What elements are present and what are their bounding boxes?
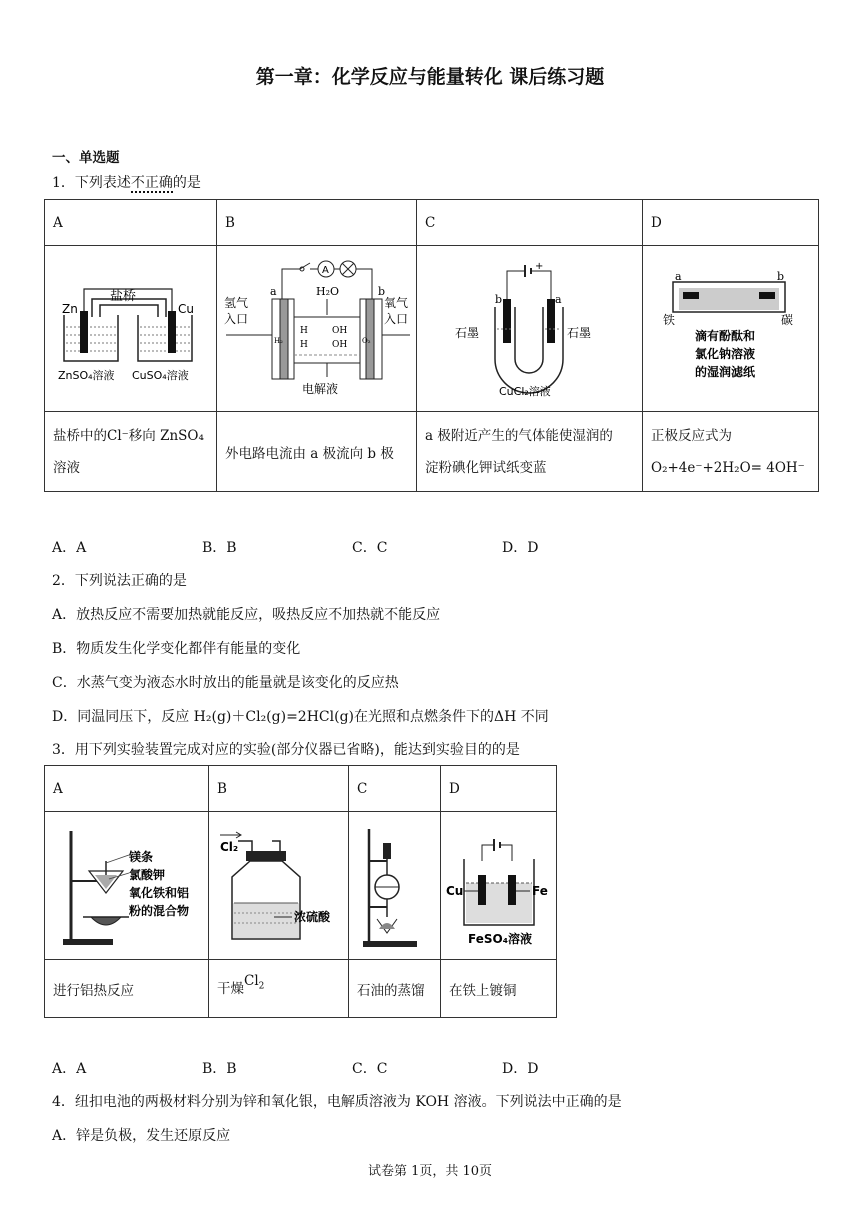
q1-header-d: D [643,200,819,246]
q3-option-a[interactable]: A．A [52,1061,87,1077]
page-footer: 试卷第 1页，共 10页 [367,1164,493,1179]
electrode-a-label: a [269,284,277,298]
section-heading: 一、单选题 [52,150,120,166]
h2-label: H₂ [273,336,283,345]
q1-statement-a [45,412,217,492]
q1-statement-b: 外电路电流由 a 极流向 b 极 [217,412,417,492]
cucl2-label: CuCl₂溶液 [498,384,551,398]
paper-desc-3: 的湿润滤纸 [694,364,755,379]
q3-statement-a: 进行铝热反应 [45,960,209,1018]
graphite-right-label: 石墨 [566,325,591,340]
zn-label: Zn [61,301,78,316]
q3-diagram-d-cell [441,812,557,960]
q1-table [44,199,819,492]
electrode-b-label: b [776,269,784,283]
q2-stem: 2．下列说法正确的是 [52,573,187,589]
electrode-b-label: b [377,284,385,298]
h2o-label: H₂O [315,284,339,298]
q1-header-a: A [45,200,217,246]
q1-diagram-d-cell [643,246,819,412]
q1-diagram-c-cell [417,246,643,412]
fe-electrode-label: Fe [531,883,548,898]
q3-option-d[interactable]: D．D [502,1061,539,1077]
q1-stem-emphasis: 不正确 [130,175,173,191]
q2-option-b[interactable]: B．物质发生化学变化都伴有能量的变化 [52,641,301,657]
electroplating-cell-diagram [446,821,552,951]
q3-diagram-a-cell [45,812,209,960]
page-title: 第一章：化学反应与能量转化 课后练习题 [255,66,605,88]
q3-header-d: D [441,766,557,812]
electrolysis-u-tube-diagram [455,259,605,399]
salt-bridge-label: 盐桥 [109,288,136,304]
ammeter-label: A [321,264,329,276]
fuel-cell-diagram [222,259,412,399]
q3-statement-c: 石油的蒸馏 [349,960,441,1018]
paper-desc-2: 氯化钠溶液 [694,346,755,361]
q1-header-c: C [417,200,643,246]
magnesium-label: 镁条 [128,849,153,864]
q4-stem: 4．纽扣电池的两极材料分别为锌和氧化银，电解质溶液为 KOH 溶液。下列说法中正确的是 [52,1094,622,1110]
q1-statement-c-line1: a 极附近产生的气体能使湿润的 [425,427,613,444]
q1-header-row [45,200,819,246]
cuso4-label: CuSO₄溶液 [131,368,189,382]
q1-statement-d [643,412,819,492]
electrode-b-label: b [494,292,502,306]
q2-option-c[interactable]: C．水蒸气变为液态水时放出的能量就是该变化的反应热 [52,675,399,691]
iron-label: 铁 [662,312,675,327]
mixture-label-2: 粉的混合物 [128,903,189,918]
electrolyte-label: 电解液 [301,381,338,396]
q1-stem [52,172,201,192]
h-ion-label-2: H [299,339,308,350]
q1-diagram-a-cell [45,246,217,412]
mixture-label-1: 氧化铁和铝 [128,885,189,900]
oh-ion-label-1: OH [331,325,347,336]
q3-diagram-row [45,812,557,960]
q1-option-a[interactable]: A．A [52,540,87,556]
q1-option-c[interactable]: C．C [352,540,388,556]
q3-diagram-c-cell [349,812,441,960]
cl2-formula-subscript: 2 [258,981,265,992]
q3-header-b: B [209,766,349,812]
q1-option-d[interactable]: D．D [502,540,539,556]
q1-statement-a-line2: 溶液 [53,459,80,476]
q3-options [52,1058,652,1078]
q3-statement-row [45,960,557,1018]
electrode-a-label: a [554,292,562,306]
cu-label: Cu [177,301,194,316]
q3-statement-d: 在铁上镀铜 [441,960,557,1018]
feso4-label: FeSO₄溶液 [467,931,532,946]
q3-table [44,765,557,1018]
kclo3-label: 氯酸钾 [128,867,165,882]
o2-inlet-label-2: 入口 [383,311,408,326]
filter-paper-diagram [661,264,801,394]
graphite-left-label: 石墨 [454,325,479,340]
paper-desc-1: 滴有酚酞和 [694,328,755,343]
q1-statement-row [45,412,819,492]
cl2-formula [244,973,265,992]
q3-option-c[interactable]: C．C [352,1061,388,1077]
cu-electrode-label: Cu [445,883,463,898]
q1-statement-c-line2: 淀粉碘化钾试纸变蓝 [425,459,547,476]
conc-sulfuric-acid-label: 浓硫酸 [293,909,330,924]
q3-statement-b-text: 干燥 [217,981,244,998]
q1-statement-d-line2: O₂+4e⁻+2H₂O= 4OH⁻ [651,459,805,476]
cl2-label: Cl₂ [219,839,238,854]
q1-diagram-row [45,246,819,412]
gas-washing-bottle-diagram [214,821,344,951]
q1-stem-post: 的是 [172,175,201,191]
q3-header-a: A [45,766,209,812]
q3-diagram-b-cell [209,812,349,960]
oh-ion-label-2: OH [331,339,347,350]
h2-inlet-label-1: 氢气 [223,295,248,310]
q3-header-row [45,766,557,812]
h-ion-label-1: H [299,325,308,336]
q3-header-c: C [349,766,441,812]
cl2-formula-symbol: Cl [244,973,259,990]
thermite-apparatus-diagram [49,821,205,951]
q3-statement-b [209,960,349,1018]
svg-text:+: + [534,260,543,272]
q1-option-b[interactable]: B．B [202,540,237,556]
q1-options [52,537,652,557]
q3-option-b[interactable]: B．B [202,1061,237,1077]
carbon-label: 碳 [780,312,793,327]
o2-label: O₂ [361,336,371,345]
galvanic-cell-diagram [56,269,206,389]
q1-statement-c [417,412,643,492]
distillation-apparatus-diagram [355,821,435,951]
znso4-label: ZnSO₄溶液 [57,368,115,382]
q1-diagram-b-cell [217,246,417,412]
o2-inlet-label-1: 氧气 [383,295,408,310]
q1-statement-d-line1: 正极反应式为 [651,427,732,444]
q2-option-a[interactable]: A．放热反应不需要加热就能反应，吸热反应不加热就不能反应 [52,607,441,623]
q4-option-a[interactable]: A．锌是负极，发生还原反应 [52,1128,231,1144]
electrode-a-label: a [674,269,682,283]
q2-option-d[interactable]: D．同温同压下，反应 H₂(g)＋Cl₂(g)=2HCl(g)在光照和点燃条件下的ΔH 不同 [52,709,549,725]
q1-statement-a-line1: 盐桥中的Cl⁻移向 ZnSO₄ [53,427,204,444]
q1-stem-pre: 1．下列表述 [52,175,131,191]
q1-header-b: B [217,200,417,246]
q3-stem: 3．用下列实验装置完成对应的实验(部分仪器已省略)，能达到实验目的的是 [52,742,520,758]
h2-inlet-label-2: 入口 [223,311,248,326]
